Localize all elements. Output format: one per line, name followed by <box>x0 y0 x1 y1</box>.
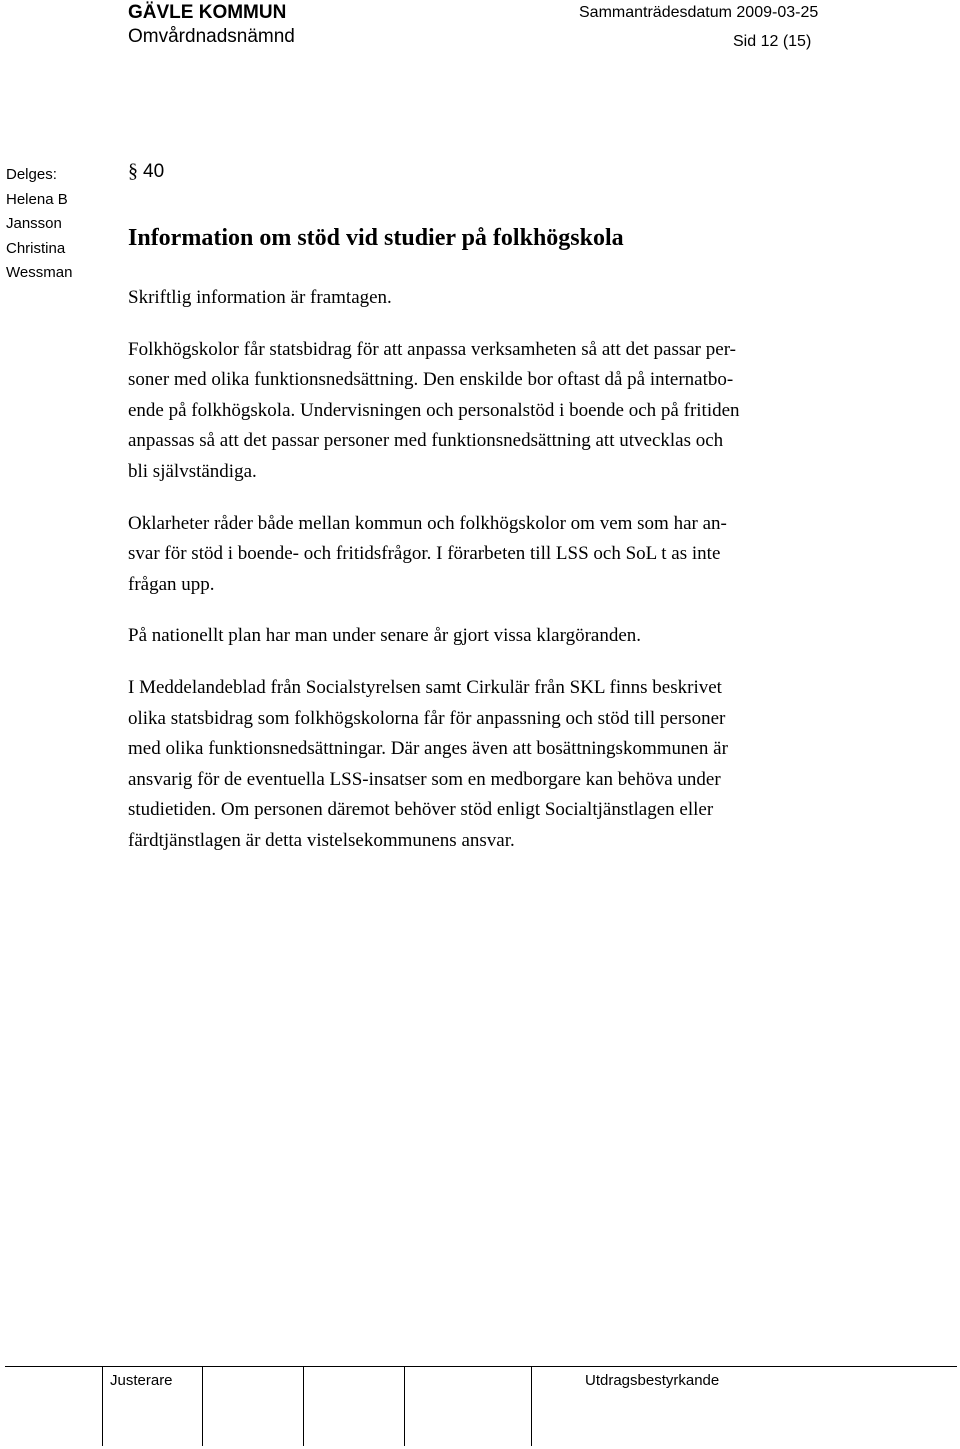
text-line: ende på folkhögskola. Undervisningen och personalstöd i boende och på fritiden <box>128 399 740 421</box>
text-line: ansvarig för de eventuella LSS-insatser som en medborgare kan behöva under <box>128 768 721 790</box>
distribution-label: Delges: <box>6 166 57 183</box>
committee-name: Omvårdnadsnämnd <box>128 26 295 47</box>
text-line: anpassas så att det passar personer med funktionsnedsättning att utvecklas och <box>128 430 724 452</box>
recipient: Wessman <box>6 264 73 281</box>
text-line: olika statsbidrag som folkhögskolorna får för anpassning och stöd till personer <box>128 707 726 729</box>
paragraph <box>128 509 798 601</box>
text-line: Folkhögskolor får statsbidrag för att anpassa verksamheten så att det passar per- <box>128 338 736 360</box>
text-line: med olika funktionsnedsättningar. Där anges även att bosättningskommunen är <box>128 738 728 760</box>
text-line: Skriftlig information är framtagen. <box>128 287 392 308</box>
body-text <box>128 283 798 878</box>
recipient: Helena B <box>6 190 68 208</box>
paragraph <box>128 335 798 488</box>
meeting-date: Sammanträdesdatum 2009-03-25 <box>579 4 819 21</box>
signature-footer <box>5 1366 957 1446</box>
recipient: Jansson <box>6 215 62 232</box>
footer-divider <box>102 1367 103 1446</box>
text-line: Oklarheter råder både mellan kommun och folkhögskolor om vem som har an- <box>128 512 727 534</box>
footer-divider <box>404 1367 405 1446</box>
footer-divider <box>303 1367 304 1446</box>
paragraph-number-value: 40 <box>143 161 165 182</box>
recipient: Christina <box>6 239 66 257</box>
section-symbol: § <box>128 160 138 182</box>
text-line: frågan upp. <box>128 573 215 595</box>
intro-paragraph <box>128 283 798 314</box>
distribution-list <box>6 163 116 286</box>
utdragsbestyrkande-label: Utdragsbestyrkande <box>585 1372 720 1389</box>
organization-name: GÄVLE KOMMUN <box>128 2 287 23</box>
paragraph <box>128 673 798 857</box>
justerare-label: Justerare <box>110 1372 173 1389</box>
text-line: På nationellt plan har man under senare år gjort vissa klargöranden. <box>128 625 642 647</box>
text-line: studietiden. Om personen däremot behöver stöd enligt Socialtjänstlagen eller <box>128 799 714 821</box>
page-number: Sid 12 (15) <box>733 33 812 50</box>
paragraph <box>128 621 798 652</box>
footer-divider <box>531 1367 532 1446</box>
text-line: bli självständiga. <box>128 460 257 482</box>
text-line: färdtjänstlagen är detta vistelsekommunens ansvar. <box>128 829 515 851</box>
paragraph-number <box>128 160 164 183</box>
paragraph-title: Information om stöd vid studier på folkhögskola <box>128 225 624 251</box>
text-line: svar för stöd i boende- och fritidsfrågor. I förarbeten till LSS och SoL t as inte <box>128 543 721 565</box>
text-line: I Meddelandeblad från Socialstyrelsen samt Cirkulär från SKL finns beskrivet <box>128 676 722 698</box>
footer-divider <box>202 1367 203 1446</box>
text-line: soner med olika funktionsnedsättning. Den enskilde bor oftast då på internatbo- <box>128 369 734 391</box>
